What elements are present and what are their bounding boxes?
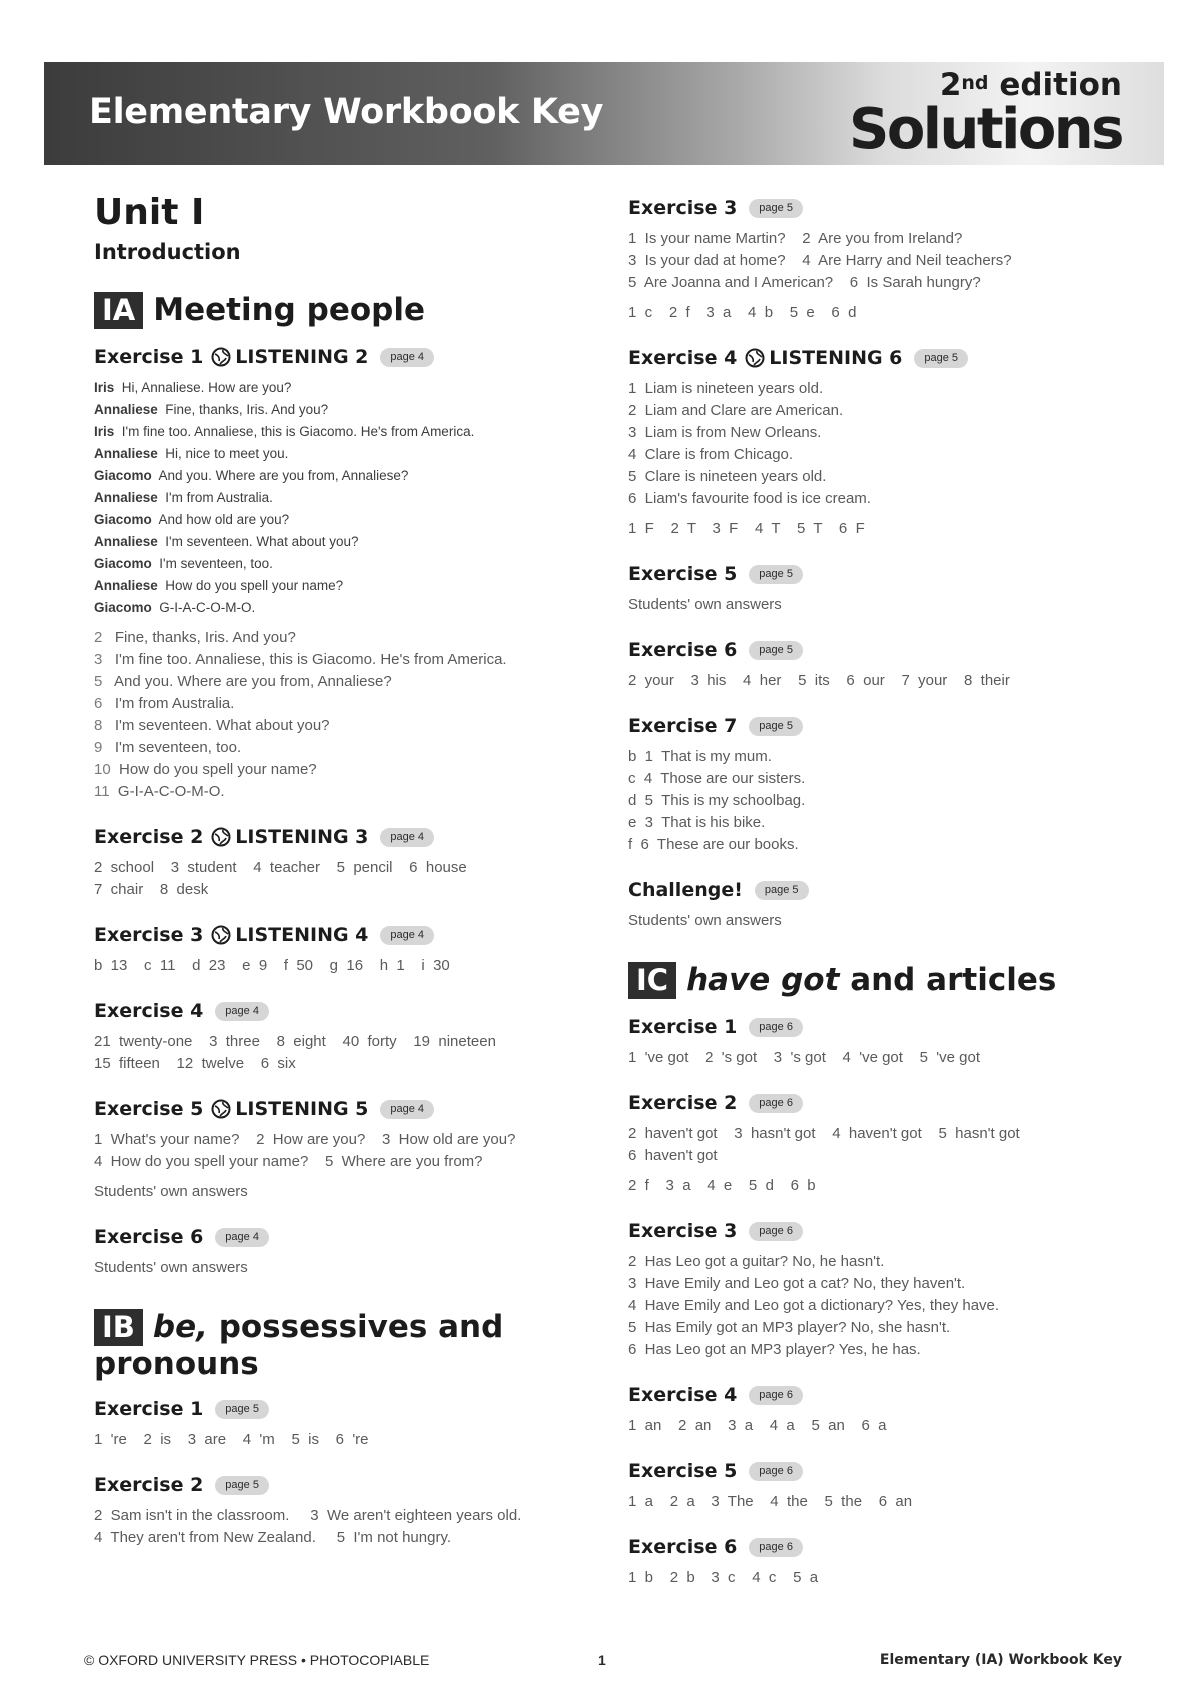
exercise-heading: Exercise 7 page 5 (628, 714, 1128, 738)
answer-line: 3 Is your dad at home? 4 Are Harry and Neil teachers? (628, 252, 1012, 269)
answer-line: 6 Has Leo got an MP3 player? Yes, he has. (628, 1341, 921, 1358)
left-column (94, 190, 584, 1549)
section-ic-heading: IC have got and articles (628, 962, 1128, 999)
answer-line: 1 an 2 an 3 a 4 a 5 an 6 a (628, 1417, 887, 1434)
answer-line: 2 haven't got 3 hasn't got 4 haven't got 5 hasn't got (628, 1125, 1020, 1142)
answer-line: Students' own answers (94, 1183, 248, 1200)
listening-globe-icon (211, 925, 231, 945)
exercise-heading: Exercise 1 page 6 (628, 1015, 1128, 1039)
dialogue-line: Giacomo And how old are you? (94, 512, 290, 527)
answer-line: Students' own answers (94, 1259, 248, 1276)
answer-line: 5 Are Joanna and I American? 6 Is Sarah hungry? (628, 274, 981, 291)
page-ref-badge: page 6 (749, 1222, 803, 1241)
exercise-heading: Exercise 2 page 5 (94, 1473, 584, 1497)
footer-book-title: Elementary (IA) Workbook Key (879, 1652, 1122, 1668)
answer-line: 4 Have Emily and Leo got a dictionary? Yes, they have. (628, 1297, 1000, 1314)
page-ref-badge: page 4 (215, 1002, 269, 1021)
unit-subtitle: Introduction (94, 240, 241, 264)
header-banner (44, 62, 1164, 165)
page-ref-badge: page 6 (749, 1018, 803, 1037)
exercise-heading: Exercise 1 page 5 (94, 1397, 584, 1421)
listening-globe-icon (211, 1099, 231, 1119)
page-ref-badge: page 4 (380, 348, 434, 367)
answer-line: d 5 This is my schoolbag. (628, 792, 806, 809)
exercise-heading: Exercise 2 page 6 (628, 1091, 1128, 1115)
answer-line: 6 Liam's favourite food is ice cream. (628, 490, 871, 507)
answer-line: 4 Clare is from Chicago. (628, 446, 794, 463)
answer-line: f 6 These are our books. (628, 836, 799, 853)
exercise-heading: Exercise 3 page 6 (628, 1219, 1128, 1243)
answer-line: 3 Liam is from New Orleans. (628, 424, 822, 441)
answer-line: 21 twenty-one 3 three 8 eight 40 forty 19 nineteen (94, 1033, 496, 1050)
answer-list (628, 378, 1128, 510)
answer-line: c 4 Those are our sisters. (628, 770, 806, 787)
right-column (628, 196, 1128, 1589)
dialogue-line: Annaliese I'm seventeen. What about you? (94, 534, 359, 549)
page-ref-badge: page 5 (914, 349, 968, 368)
answer-line: 3 Have Emily and Leo got a cat? No, they haven't. (628, 1275, 966, 1292)
exercise-heading: Exercise 5 page 6 (628, 1459, 1128, 1483)
answer-line: Students' own answers (628, 912, 782, 929)
answer-line: 4 They aren't from New Zealand. 5 I'm not hungry. (94, 1529, 452, 1546)
answer-line: 8 I'm seventeen. What about you? (94, 717, 330, 734)
answer-line: 4 How do you spell your name? 5 Where are you from? (94, 1153, 483, 1170)
page-ref-badge: page 4 (380, 1100, 434, 1119)
answer-line: 1 've got 2 's got 3 's got 4 've got 5 've got (628, 1049, 981, 1066)
exercise-heading: Exercise 2 LISTENING 3 page 4 (94, 825, 584, 849)
page-ref-badge: page 5 (749, 565, 803, 584)
answer-line: 1 Liam is nineteen years old. (628, 380, 824, 397)
exercise-heading: Exercise 6 page 4 (94, 1225, 584, 1249)
answer-line: e 3 That is his bike. (628, 814, 766, 831)
page-ref-badge: page 5 (749, 717, 803, 736)
answer-line: Students' own answers (628, 596, 782, 613)
section-code: IB (94, 1309, 143, 1346)
dialogue-line: Annaliese I'm from Australia. (94, 490, 273, 505)
listening-globe-icon (211, 827, 231, 847)
dialogue-line: Giacomo I'm seventeen, too. (94, 556, 273, 571)
brand-edition: 2nd edition (939, 67, 1122, 103)
answer-line: 5 Has Emily got an MP3 player? No, she hasn't. (628, 1319, 951, 1336)
exercise-heading: Exercise 4 page 4 (94, 999, 584, 1023)
exercise-heading: Exercise 3 LISTENING 4 page 4 (94, 923, 584, 947)
section-code: IA (94, 292, 143, 329)
dialogue-line: Giacomo G-I-A-C-O-M-O. (94, 600, 256, 615)
answer-line: 2 school 3 student 4 teacher 5 pencil 6 house (94, 859, 467, 876)
dialogue-line: Annaliese Hi, nice to meet you. (94, 446, 289, 461)
section-ib-heading-line2: pronouns (94, 1346, 259, 1382)
exercise-heading: Exercise 4 LISTENING 6 page 5 (628, 346, 1128, 370)
answer-line: b 1 That is my mum. (628, 748, 772, 765)
page-ref-badge: page 4 (380, 828, 434, 847)
challenge-heading: Challenge! page 5 (628, 878, 1128, 902)
answer-line: 1 Is your name Martin? 2 Are you from Ireland? (628, 230, 963, 247)
answer-list (628, 746, 1128, 856)
copyright-notice: © OXFORD UNIVERSITY PRESS • PHOTOCOPIABLE (84, 1652, 430, 1668)
answer-line: 1 What's your name? 2 How are you? 3 How old are you? (94, 1131, 516, 1148)
answer-line: 1 F 2 T 3 F 4 T 5 T 6 F (628, 520, 865, 537)
answer-line: 2 Liam and Clare are American. (628, 402, 844, 419)
page-number: 1 (598, 1652, 606, 1668)
section-ia-heading: IA Meeting people (94, 292, 584, 329)
answer-line: 15 fifteen 12 twelve 6 six (94, 1055, 296, 1072)
answer-line: 5 And you. Where are you from, Annaliese? (94, 673, 392, 690)
page-ref-badge: page 4 (380, 926, 434, 945)
exercise-heading: Exercise 4 page 6 (628, 1383, 1128, 1407)
section-code: IC (628, 962, 676, 999)
page-ref-badge: page 6 (749, 1462, 803, 1481)
answer-line: 6 I'm from Australia. (94, 695, 235, 712)
answer-line: 2 Has Leo got a guitar? No, he hasn't. (628, 1253, 885, 1270)
answer-list (94, 627, 584, 803)
exercise-heading: Exercise 5 LISTENING 5 page 4 (94, 1097, 584, 1121)
answer-list (628, 1251, 1128, 1361)
answer-line: 7 chair 8 desk (94, 881, 209, 898)
dialogue-line: Giacomo And you. Where are you from, Annaliese? (94, 468, 409, 483)
answer-line: 2 f 3 a 4 e 5 d 6 b (628, 1177, 816, 1194)
answer-line: b 13 c 11 d 23 e 9 f 50 g 16 h 1 i 30 (94, 957, 450, 974)
answer-line: 1 're 2 is 3 are 4 'm 5 is 6 're (94, 1431, 369, 1448)
page-ref-badge: page 6 (749, 1538, 803, 1557)
dialogue-transcript (94, 377, 584, 619)
dialogue-line: Iris Hi, Annaliese. How are you? (94, 380, 292, 395)
answer-line: 3 I'm fine too. Annaliese, this is Giacomo. He's from America. (94, 651, 507, 668)
page-ref-badge: page 5 (749, 641, 803, 660)
listening-globe-icon (211, 347, 231, 367)
dialogue-line: Annaliese Fine, thanks, Iris. And you? (94, 402, 329, 417)
section-ib-heading: IB be, possessives and (94, 1309, 584, 1346)
dialogue-line: Annaliese How do you spell your name? (94, 578, 344, 593)
answer-line: 11 G-I-A-C-O-M-O. (94, 783, 225, 800)
page-ref-badge: page 5 (215, 1400, 269, 1419)
page-ref-badge: page 6 (749, 1386, 803, 1405)
exercise-heading: Exercise 1 LISTENING 2 page 4 (94, 345, 584, 369)
answer-line: 1 c 2 f 3 a 4 b 5 e 6 d (628, 304, 857, 321)
exercise-heading: Exercise 5 page 5 (628, 562, 1128, 586)
workbook-title: Elementary Workbook Key (89, 92, 604, 132)
page-ref-badge: page 6 (749, 1094, 803, 1113)
page-ref-badge: page 5 (749, 199, 803, 218)
listening-globe-icon (745, 348, 765, 368)
answer-line: 1 b 2 b 3 c 4 c 5 a (628, 1569, 819, 1586)
exercise-heading: Exercise 3 page 5 (628, 196, 1128, 220)
answer-line: 10 How do you spell your name? (94, 761, 317, 778)
answer-line: 1 a 2 a 3 The 4 the 5 the 6 an (628, 1493, 913, 1510)
exercise-heading: Exercise 6 page 6 (628, 1535, 1128, 1559)
answer-line: 6 haven't got (628, 1147, 718, 1164)
unit-title: Unit I (94, 192, 205, 233)
exercise-heading: Exercise 6 page 5 (628, 638, 1128, 662)
answer-line: 2 Fine, thanks, Iris. And you? (94, 629, 296, 646)
page-ref-badge: page 5 (755, 881, 809, 900)
brand-logo (848, 66, 1122, 162)
answer-line: 5 Clare is nineteen years old. (628, 468, 827, 485)
answer-line: 9 I'm seventeen, too. (94, 739, 242, 756)
page-ref-badge: page 4 (215, 1228, 269, 1247)
page-ref-badge: page 5 (215, 1476, 269, 1495)
brand-name: Solutions (848, 97, 1122, 162)
answer-line: 2 your 3 his 4 her 5 its 6 our 7 your 8 their (628, 672, 1010, 689)
dialogue-line: Iris I'm fine too. Annaliese, this is Giacomo. He's from America. (94, 424, 475, 439)
answer-line: 2 Sam isn't in the classroom. 3 We aren't eighteen years old. (94, 1507, 522, 1524)
